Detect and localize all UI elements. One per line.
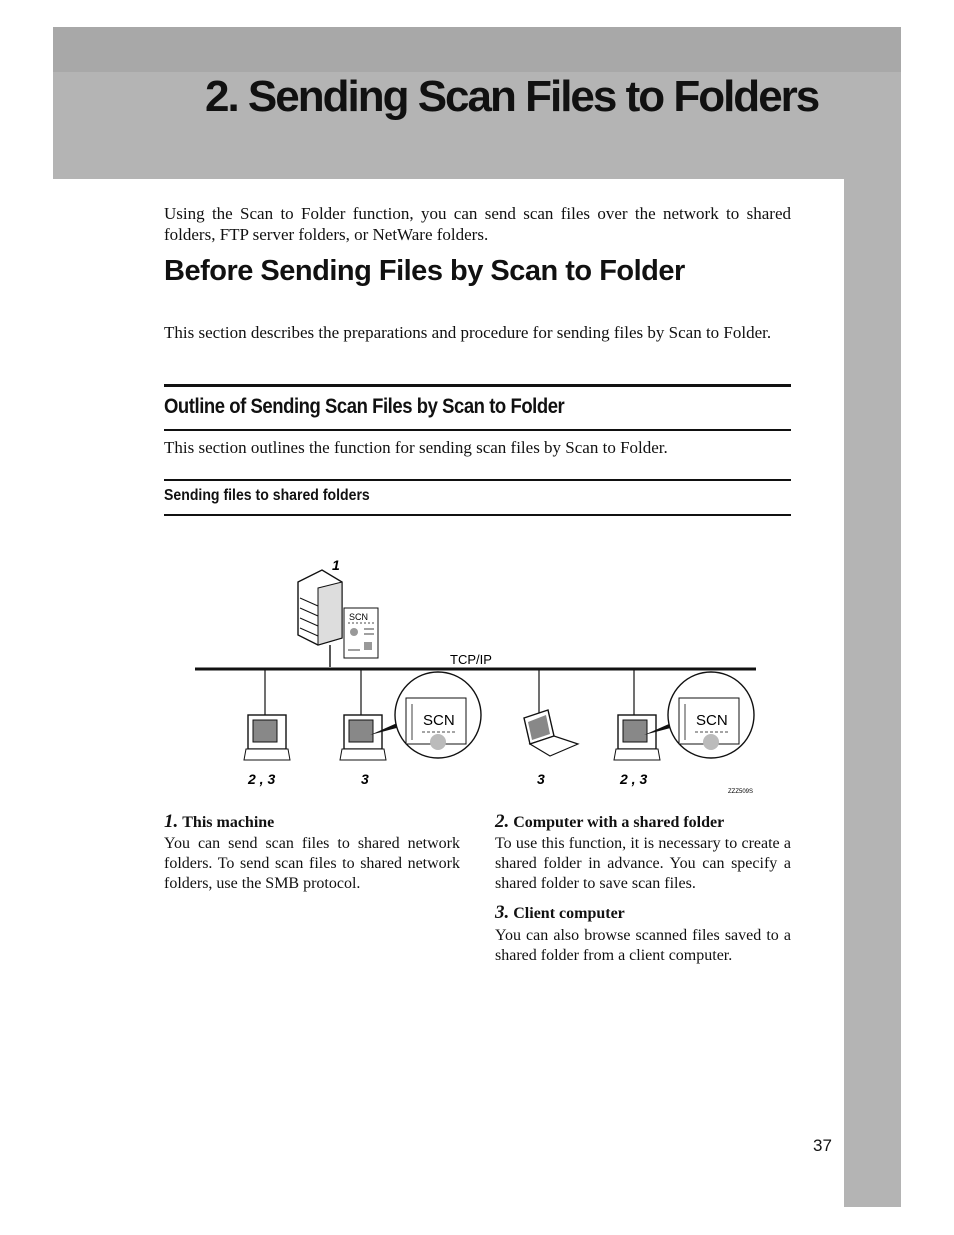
item-1-title: This machine (182, 814, 275, 831)
side-margin-band (844, 179, 901, 1207)
page-number: 37 (813, 1136, 832, 1155)
intro-paragraph: Using the Scan to Folder function, you can send scan files over the network to shared folders, FTP server folders, or NetWare folders. (164, 204, 791, 244)
laptop-icon (524, 710, 578, 756)
callout-pc-1: 2 , 3 (248, 771, 276, 787)
chapter-title: 2. Sending Scan Files to Folders (205, 72, 819, 121)
subsection-bottom-rule (164, 514, 791, 516)
outline-description: This section outlines the function for sending scan files by Scan to Folder. (164, 438, 668, 457)
callout-1: 1 (332, 557, 340, 573)
outline-top-rule (164, 384, 791, 387)
outline-bottom-rule (164, 429, 791, 431)
item-1-number: 1. (164, 811, 179, 832)
zoom-bubble-1-label: SCN (423, 712, 455, 729)
network-label: TCP/IP (450, 652, 492, 667)
item-3-title: Client computer (513, 905, 625, 922)
subsection-top-rule (164, 479, 791, 481)
scan-document-label: SCN (349, 612, 369, 622)
pc-1-icon (244, 715, 290, 760)
section-description: This section describes the preparations and procedure for sending files by Scan to Folder. (164, 323, 772, 342)
item-3-heading (495, 902, 625, 924)
item-3-number: 3. (495, 902, 510, 923)
item-2-body: To use this function, it is necessary to create a shared folder in advance. You can specify a shared folder to save scan files. (495, 835, 791, 892)
outline-heading: Outline of Sending Scan Files by Scan to Folder (164, 395, 565, 418)
network-diagram (190, 550, 760, 800)
chapter-header-top-strip (53, 27, 901, 72)
callout-pc-2: 3 (361, 771, 369, 787)
mfp-machine-icon (298, 570, 342, 667)
callout-pc-3: 2 , 3 (620, 771, 648, 787)
zoom-bubble-2-label: SCN (696, 712, 728, 729)
item-1-body: You can send scan files to shared network folders. To send scan files to shared network folders, use the SMB protocol. (164, 835, 460, 892)
item-3-body: You can also browse scanned files saved to a shared folder from a client computer. (495, 927, 791, 964)
item-2-heading (495, 811, 724, 833)
item-2-number: 2. (495, 811, 510, 832)
pc-2-icon (340, 715, 404, 760)
subsection-heading: Sending files to shared folders (164, 487, 370, 504)
callout-laptop: 3 (537, 771, 545, 787)
item-2-title: Computer with a shared folder (513, 814, 725, 831)
item-1-heading (164, 811, 274, 833)
section-heading: Before Sending Files by Scan to Folder (164, 255, 685, 287)
figure-code: ZZZ509S (728, 789, 754, 795)
